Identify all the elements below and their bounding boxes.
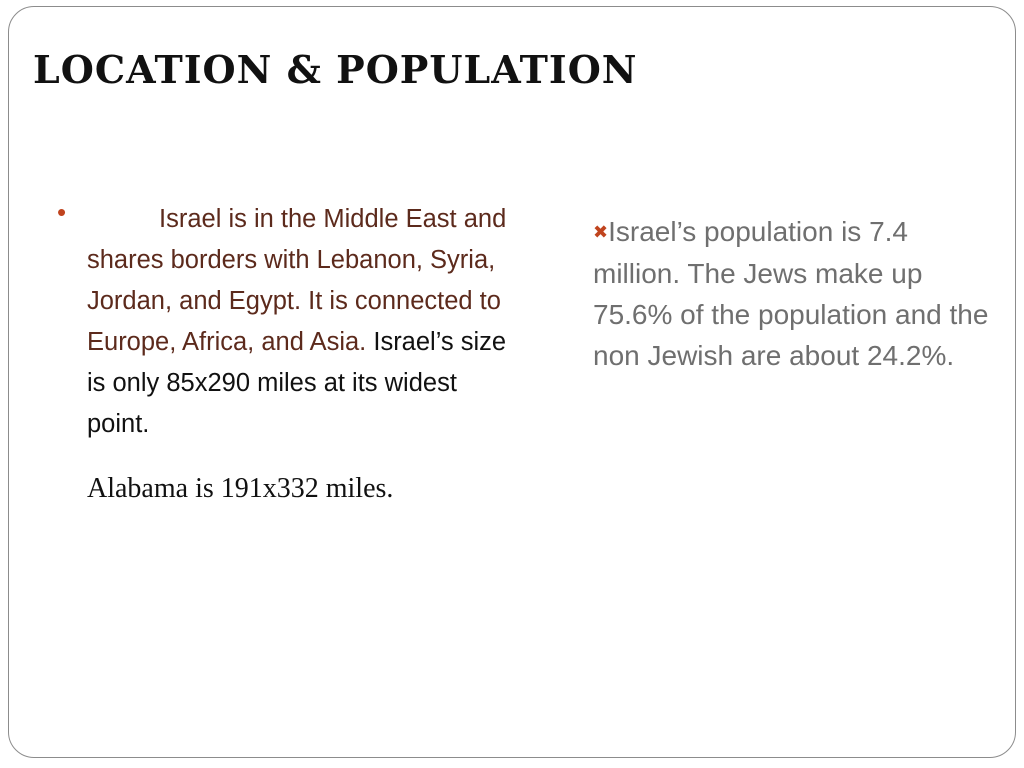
location-text: Israel is in the Middle East and shares borders with Lebanon, Syria, Jordan, and Egypt. It is connected to Europe, Africa, and Asia. [87, 205, 507, 356]
left-content [57, 197, 517, 505]
population-bullet [593, 211, 993, 376]
size-text: Israel’s size is only 85x290 miles at its widest point. [87, 328, 507, 438]
slide-frame [8, 6, 1016, 758]
alabama-note: Alabama is 191x332 miles. [87, 473, 394, 504]
x-bullet-icon: ✖ [593, 222, 609, 242]
slide-title: LOCATION & POPULATION [33, 47, 638, 92]
population-text: Israel’s population is 7.4 million. The Jews make up 75.6% of the population and the non Jewish are about 24.2%. [593, 216, 989, 371]
right-content [593, 211, 993, 376]
location-bullet [87, 199, 517, 445]
bullet-dot-icon: • [57, 197, 67, 227]
